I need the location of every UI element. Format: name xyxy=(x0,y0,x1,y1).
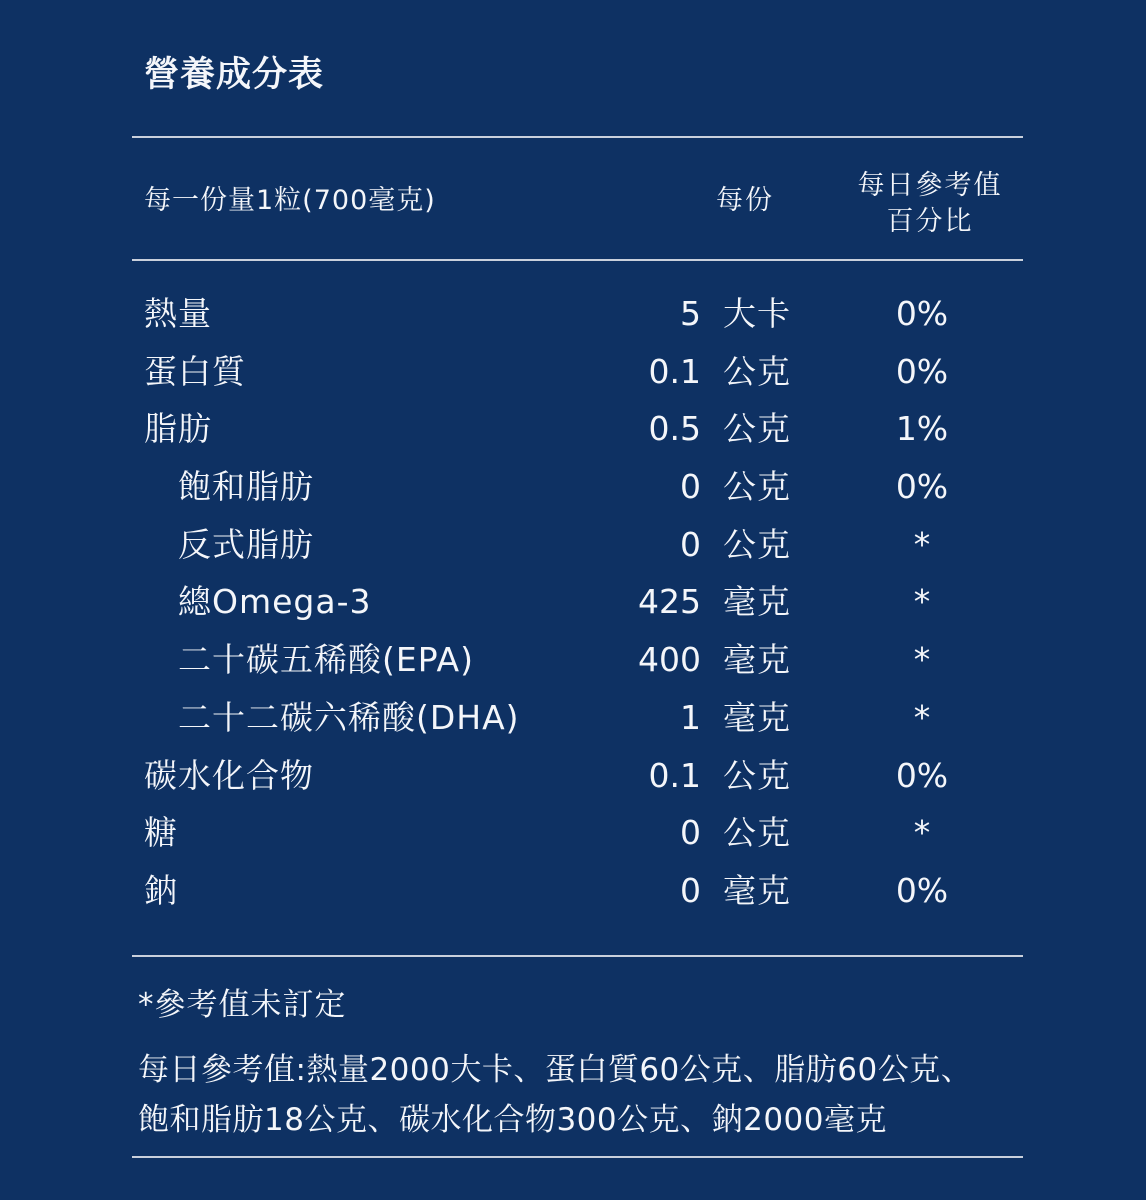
nutrient-daily-value: 0% xyxy=(895,467,949,507)
nutrient-name: 二十二碳六稀酸(DHA) xyxy=(178,697,520,737)
daily-reference-line2: 飽和脂肪18公克、碳水化合物300公克、鈉2000毫克 xyxy=(138,1102,888,1138)
nutrient-amount: 0.1 xyxy=(648,755,701,795)
nutrient-daily-value: 0% xyxy=(895,351,949,391)
nutrient-daily-value: 0% xyxy=(895,870,949,910)
daily-value-header-line2: 百分比 xyxy=(886,206,974,237)
daily-value-header-line1: 每日參考值 xyxy=(857,170,1003,201)
nutrient-name: 二十碳五稀酸(EPA) xyxy=(178,640,474,680)
per-serving-header: 每份 xyxy=(716,185,774,216)
nutrient-unit: 毫克 xyxy=(723,697,791,737)
nutrient-amount: 0 xyxy=(680,870,701,910)
nutrient-daily-value: * xyxy=(913,813,931,853)
nutrient-daily-value: * xyxy=(913,524,931,564)
serving-size: 每一份量1粒(700毫克) xyxy=(144,185,436,216)
nutrient-name: 糖 xyxy=(144,813,178,853)
nutrient-unit: 大卡 xyxy=(723,294,791,333)
label-title: 營養成分表 xyxy=(144,55,325,95)
nutrient-row xyxy=(132,804,1023,862)
nutrient-name: 總Omega-3 xyxy=(178,582,372,622)
nutrient-daily-value: * xyxy=(913,697,931,737)
nutrient-row xyxy=(132,631,1023,689)
nutrient-name: 反式脂肪 xyxy=(178,524,314,564)
nutrient-amount: 0.1 xyxy=(648,351,701,391)
divider-top xyxy=(132,136,1023,138)
nutrient-amount: 0 xyxy=(680,813,701,853)
nutrient-amount: 5 xyxy=(680,294,701,333)
nutrient-unit: 公克 xyxy=(723,467,791,507)
nutrient-amount: 425 xyxy=(638,582,701,622)
nutrient-amount: 0.5 xyxy=(648,409,701,449)
nutrient-unit: 毫克 xyxy=(723,870,791,910)
nutrient-name: 飽和脂肪 xyxy=(178,467,314,507)
nutrient-row xyxy=(132,862,1023,920)
nutrient-unit: 毫克 xyxy=(723,582,791,622)
nutrient-row xyxy=(132,516,1023,574)
nutrient-unit: 公克 xyxy=(723,813,791,853)
nutrient-amount: 0 xyxy=(680,467,701,507)
nutrient-amount: 0 xyxy=(680,524,701,564)
nutrient-row xyxy=(132,343,1023,401)
nutrition-facts-panel xyxy=(132,0,1023,1200)
nutrient-daily-value: 0% xyxy=(895,294,949,333)
nutrient-unit: 公克 xyxy=(723,755,791,795)
nutrient-unit: 公克 xyxy=(723,524,791,564)
nutrient-row xyxy=(132,458,1023,516)
nutrient-row xyxy=(132,285,1023,343)
nutrient-daily-value: 0% xyxy=(895,755,949,795)
nutrient-name: 鈉 xyxy=(144,870,178,910)
divider-bottom xyxy=(132,955,1023,957)
nutrient-name: 碳水化合物 xyxy=(144,755,314,795)
nutrient-daily-value: * xyxy=(913,582,931,622)
nutrient-row xyxy=(132,689,1023,747)
nutrient-unit: 毫克 xyxy=(723,640,791,680)
daily-reference-values xyxy=(138,1045,1023,1145)
divider-end xyxy=(132,1156,1023,1158)
nutrient-daily-value: 1% xyxy=(895,409,949,449)
footnote: *參考值未訂定 xyxy=(138,987,347,1023)
nutrient-amount: 400 xyxy=(638,640,701,680)
nutrient-row xyxy=(132,573,1023,631)
nutrient-name: 熱量 xyxy=(144,294,212,333)
divider-header xyxy=(132,259,1023,261)
nutrient-unit: 公克 xyxy=(723,409,791,449)
nutrient-unit: 公克 xyxy=(723,351,791,391)
nutrient-daily-value: * xyxy=(913,640,931,680)
nutrient-name: 蛋白質 xyxy=(144,351,246,391)
nutrient-name: 脂肪 xyxy=(144,409,212,449)
nutrient-table xyxy=(132,285,1023,920)
nutrient-amount: 1 xyxy=(680,697,701,737)
daily-reference-line1: 每日參考值:熱量2000大卡、蛋白質60公克、脂肪60公克、 xyxy=(138,1052,973,1088)
nutrient-row xyxy=(132,400,1023,458)
nutrient-row xyxy=(132,747,1023,805)
daily-value-header xyxy=(840,168,1020,240)
